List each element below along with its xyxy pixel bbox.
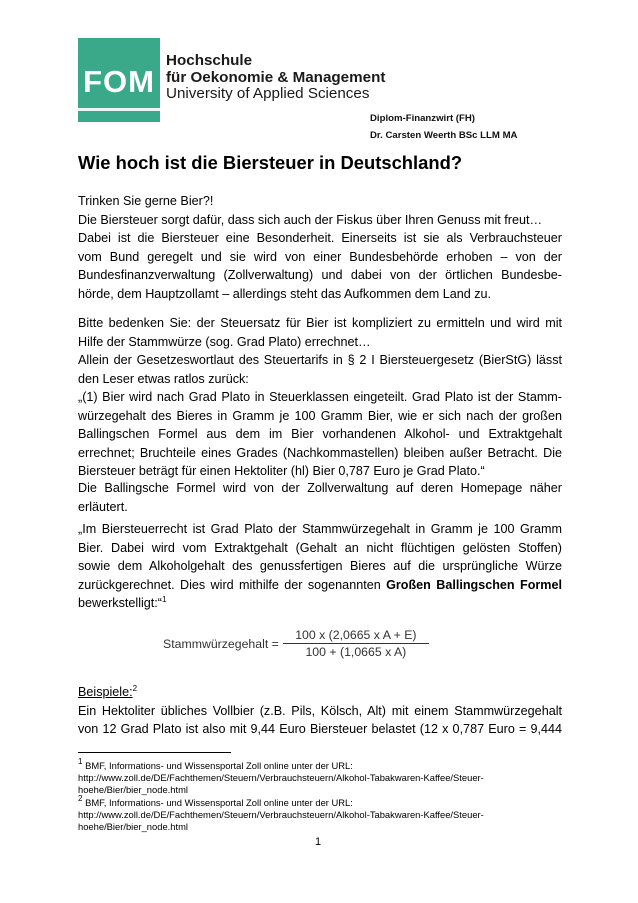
author-block [370, 110, 518, 144]
text-line: den Leser etwas ratlos zurück: [78, 371, 249, 386]
text-line: hörde, dem Hauptzollamt – allerdings steht das Aufkommen dem Land zu. [78, 286, 492, 301]
institution-name [166, 53, 385, 103]
formula-lhs: Stammwürzegehalt = [163, 636, 279, 651]
paragraph-balling [78, 479, 562, 516]
footnote-text: BMF, Informations- und Wissensportal Zoll online unter der URL: [85, 796, 353, 808]
author-name: Dr. Carsten Weerth BSc LLM MA [370, 130, 518, 141]
text-line: Ballingschen Formel aus dem im Bier vorhandenen Alkohol- und Extraktgehalt [78, 427, 562, 441]
fom-logo [78, 38, 160, 122]
text-line: Die Ballingsche Formel wird von der Zollverwaltung auf deren Homepage näher [78, 481, 562, 495]
footnote-separator [78, 752, 231, 753]
text-line: „Im Biersteuerrecht ist Grad Plato der Stammwürzegehalt in Gramm je 100 Gramm [78, 522, 562, 536]
paragraph-quote [78, 520, 562, 613]
text-line: Die Biersteuer sorgt dafür, dass sich auch der Fiskus über Ihren Genuss mit freut… [78, 212, 543, 227]
footnote-url-cont: hoehe/Bier/bier_node.html [78, 784, 188, 796]
paragraph-examples [78, 683, 562, 739]
formula-fraction [283, 628, 429, 659]
footnote-2-line-1 [78, 793, 568, 809]
text-line: Trinken Sie gerne Bier?! [78, 194, 214, 208]
text-line: Dabei ist die Biersteuer eine Besonderheit. Einerseits ist sie als Verbrauchsteuer [78, 231, 562, 245]
footnote-text: BMF, Informations- und Wissensportal Zoll online unter der URL: [85, 760, 353, 771]
paragraph-tariff [78, 314, 562, 481]
footnote-url: http://www.zoll.de/DE/Fachthemen/Steuern/Verbrauchsteuern/Alkohol-Tabakwaren-Kaffee/Steuer- [78, 772, 484, 784]
balling-formula [163, 628, 429, 659]
text-line: Allein der Gesetzeswortlaut des Steuertarifs in § 2 I Biersteuergesetz (BierStG) lässt [78, 353, 562, 367]
formula-denominator: 100 + (1,0665 x A) [305, 645, 407, 659]
institution-line-3: University of Applied Sciences [166, 85, 370, 102]
text-line [78, 576, 562, 595]
footnote-ref: 2 [132, 684, 138, 693]
page-number: 1 [315, 836, 322, 848]
institution-line-1: Hochschule [166, 52, 253, 69]
text-line: Biersteuer beträgt für einen Hektoliter (hl) Bier 0,787 Euro je Grad Plato.“ [78, 464, 485, 478]
text-fragment: bewerkstelligt:“ [78, 596, 162, 610]
text-line: Bier. Dabei wird vom Extraktgehalt (Gehalt an nicht flüchtigen gelösten Stoffen) [78, 540, 562, 555]
footnote-url: http://www.zoll.de/DE/Fachthemen/Steuern/Verbrauchsteuern/Alkohol-Tabakwaren-Kaffee/Steuer- [78, 808, 484, 820]
paragraph-intro [78, 192, 562, 303]
footnote-ref: 1 [162, 595, 167, 604]
logo-stripe [78, 108, 160, 111]
footnote-1-line-1 [78, 757, 568, 772]
text-line [78, 594, 562, 613]
text-line: von 12 Grad Plato ist also mit 9,44 Euro Biersteuer belastet (12 x 0,787 Euro = 9,444 [78, 722, 562, 736]
logo-text: FOM [83, 64, 155, 99]
institution-line-2: für Oekonomie & Management [166, 68, 386, 86]
text-line: Bundesfinanzverwaltung (Zollverwaltung) und dabei von der örtlichen Bundesbe- [78, 268, 562, 282]
footnote-url-cont: hoehe/Bier/bier_node.html [78, 821, 188, 833]
text-line: Bitte bedenken Sie: der Steuersatz für Bier ist kompliziert zu ermitteln und wird mit [78, 316, 562, 330]
bold-term: Großen Ballingschen Formel [386, 577, 562, 592]
text-line: „(1) Bier wird nach Grad Plato in Steuerklassen eingeteilt. Grad Plato ist der Stamm- [78, 390, 562, 404]
text-fragment: zurückgerechnet. Dies wird mithilfe der sogenannten [78, 577, 387, 592]
text-line: Ein Hektoliter übliches Vollbier (z.B. Pils, Kölsch, Alt) mit einem Stammwürzegehalt [78, 703, 562, 718]
text-line: würzegehalt des Bieres in Gramm je 100 Gramm Bier, wie er sich nach der großen [78, 408, 562, 423]
formula-numerator: 100 x (2,0665 x A + E) [295, 628, 417, 642]
text-line: errechnet; Bruchteile eines Grades (Nachkommastellen) bleiben außer Betracht. Die [78, 445, 562, 460]
author-degree: Diplom-Finanzwirt (FH) [370, 113, 475, 124]
text-line: erläutert. [78, 499, 128, 514]
footnote-number: 2 [78, 793, 83, 803]
document-title: Wie hoch ist die Biersteuer in Deutschland? [78, 152, 463, 173]
text-line: Hilfe der Stammwürze (sog. Grad Plato) errechnet… [78, 334, 371, 349]
footnotes [78, 757, 568, 833]
examples-heading [78, 683, 562, 702]
footnote-number: 1 [78, 757, 83, 766]
text-line: sowie dem Alkoholgehalt des genussfertigen Bieres auf die ursprüngliche Würze [78, 559, 562, 573]
text-line: vom Bund geregelt und sie wird von einer Bundesbehörde erhoben – von der [78, 249, 562, 264]
examples-heading-text: Beispiele: [78, 685, 133, 699]
